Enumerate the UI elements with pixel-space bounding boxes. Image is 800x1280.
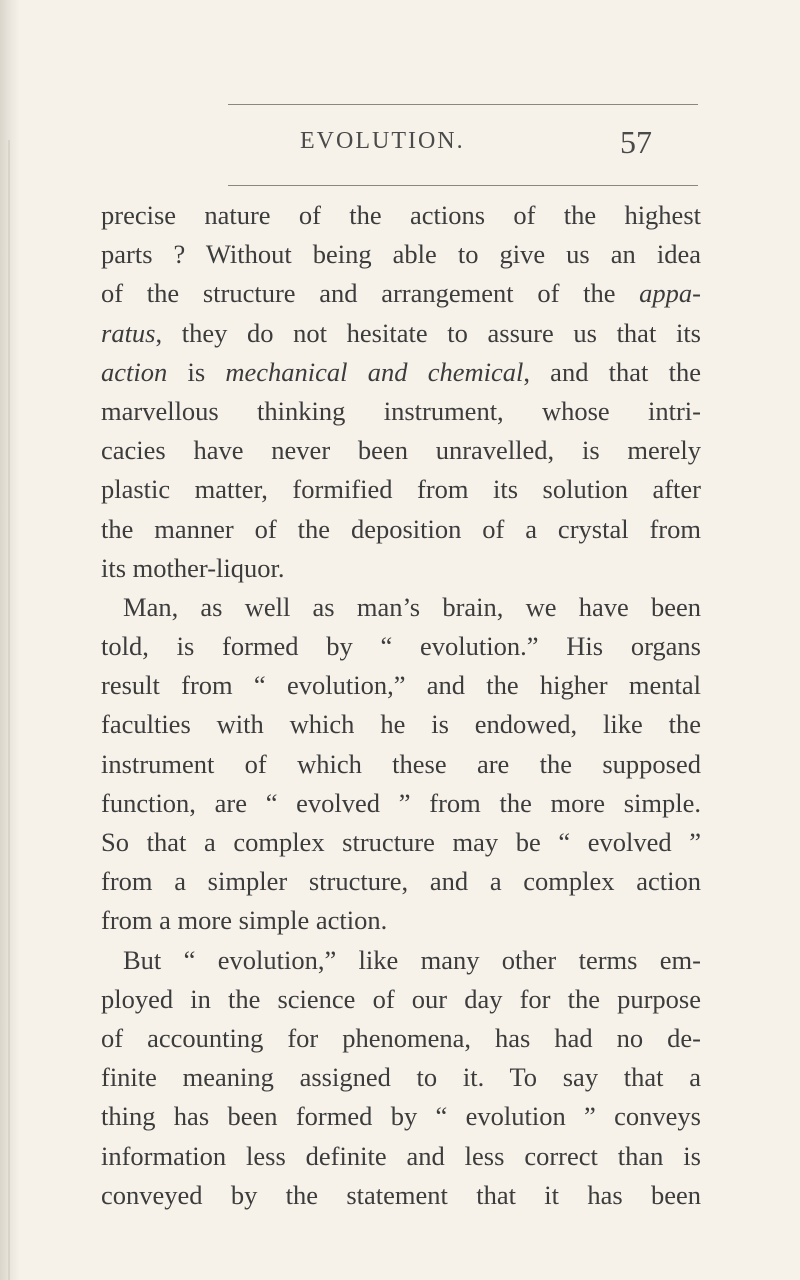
text-line (101, 784, 701, 823)
text-line (101, 862, 701, 901)
text-segment: But “ evolution,” like many other terms em- (123, 944, 701, 975)
text-line (101, 549, 701, 588)
text-segment: cacies have never been unravelled, is merely (101, 435, 701, 466)
text-line (101, 314, 701, 353)
text-segment: its mother-liquor. (101, 552, 285, 583)
text-segment: conveyed by the statement that it has been (101, 1179, 701, 1210)
text-segment: from a simpler structure, and a complex action (101, 866, 701, 897)
text-segment: of accounting for phenomena, has had no de- (101, 1022, 701, 1053)
italic-segment: ratus (101, 317, 156, 348)
text-segment: So that a complex structure may be “ evolved ” (101, 827, 701, 857)
text-segment: function, are “ evolved ” from the more simple. (101, 787, 701, 818)
text-line (101, 1058, 701, 1097)
text-segment: the manner of the deposition of a crystal from (101, 513, 701, 544)
text-segment: precise nature of the actions of the highest (101, 200, 701, 230)
page-binding-edge (0, 0, 20, 1280)
text-segment: parts ? Without being able to give us an idea (101, 239, 701, 270)
text-line (101, 627, 701, 666)
header-rule-top (228, 104, 698, 105)
page-number: 57 (620, 124, 652, 160)
text-segment: thing has been formed by “ evolution ” conveys (101, 1101, 701, 1132)
paragraph-first-line (101, 588, 701, 627)
text-segment: faculties with which he is endowed, like the (101, 709, 701, 740)
text-segment: , and that the (523, 356, 701, 387)
text-segment: finite meaning assigned to it. To say that a (101, 1062, 701, 1093)
text-segment: of the structure and arrangement of the (101, 278, 640, 309)
text-segment: marvellous thinking instrument, whose intri- (101, 395, 701, 426)
text-line (101, 196, 701, 235)
text-segment: plastic matter, formified from its solution after (101, 474, 701, 505)
running-head: EVOLUTION. (300, 128, 465, 154)
italic-segment: action (101, 356, 168, 387)
text-segment: information less definite and less correct than is (101, 1140, 701, 1171)
text-line (101, 1137, 701, 1176)
text-line (101, 353, 701, 392)
binding-shadow-line (8, 140, 10, 1280)
italic-segment: mechanical and chemical (225, 356, 524, 387)
text-line (101, 666, 701, 705)
text-segment: is (167, 356, 226, 387)
text-line (101, 705, 701, 744)
text-line (101, 823, 701, 862)
text-segment: result from “ evolution,” and the higher mental (101, 670, 701, 701)
text-line (101, 470, 701, 509)
text-line (101, 1097, 701, 1136)
text-segment: from a more simple action. (101, 905, 388, 936)
body-text (101, 196, 701, 1215)
text-segment: , they do not hesitate to assure us that its (155, 317, 701, 348)
paragraph-first-line (101, 941, 701, 980)
text-line (101, 1019, 701, 1058)
italic-segment: appa- (639, 278, 701, 309)
text-line (101, 392, 701, 431)
text-line (101, 510, 701, 549)
text-line (101, 274, 701, 313)
text-line (101, 901, 701, 940)
text-segment: Man, as well as man’s brain, we have been (123, 591, 701, 622)
header-rule-bottom (228, 185, 698, 186)
text-line (101, 745, 701, 784)
text-line (101, 980, 701, 1019)
text-segment: told, is formed by “ evolution.” His organs (101, 631, 701, 662)
text-line (101, 235, 701, 274)
text-line (101, 1176, 701, 1215)
text-segment: instrument of which these are the supposed (101, 748, 701, 779)
text-segment: ployed in the science of our day for the purpose (101, 983, 701, 1014)
text-line (101, 431, 701, 470)
